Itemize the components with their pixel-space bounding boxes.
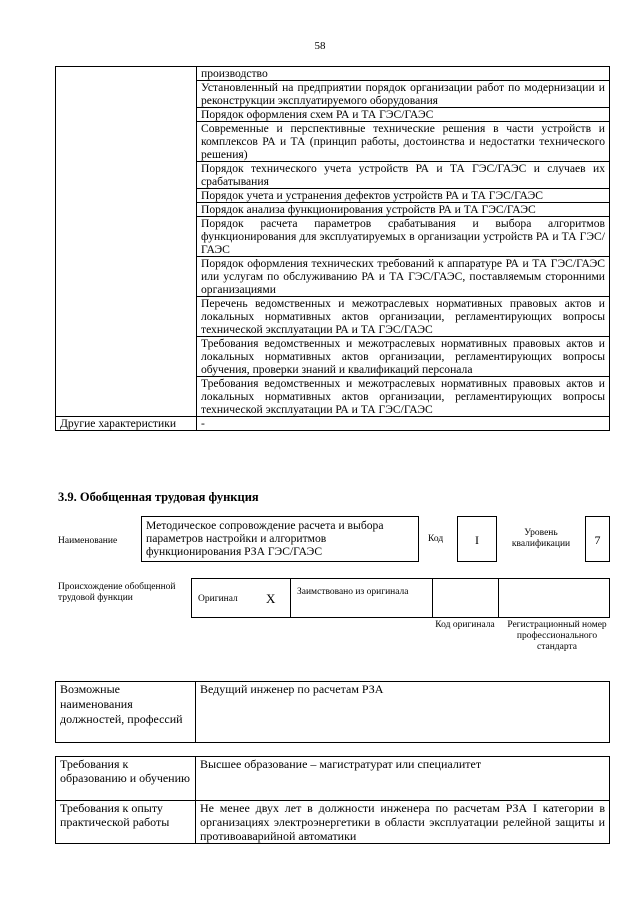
level-box: 7 — [585, 516, 610, 562]
table-row — [56, 801, 610, 844]
level-label: Уровень квалификации — [511, 528, 571, 549]
divider — [432, 579, 433, 617]
positions-value: Ведущий инженер по расчетам РЗА — [196, 682, 610, 743]
function-name-box: Методическое сопровождение расчета и выбора параметров настройки и алгоритмов функционирования РЗА ГЭС/ГАЭС — [141, 516, 419, 562]
requirements-table — [55, 756, 610, 844]
knowledge-item: Порядок учета и устранения дефектов устройств РА и ТА ГЭС/ГАЭС — [197, 189, 610, 203]
table-row — [56, 682, 610, 743]
table-row — [56, 417, 610, 431]
education-value: Высшее образование – магистратурат или специалитет — [196, 757, 610, 801]
positions-label: Возможные наименования должностей, профессий — [56, 682, 196, 743]
knowledge-item: Порядок анализа функционирования устройств РА и ТА ГЭС/ГАЭС — [197, 203, 610, 217]
code-box: I — [457, 516, 497, 562]
divider — [290, 579, 291, 617]
experience-label: Требования к опыту практической работы — [56, 801, 196, 844]
table-row — [56, 757, 610, 801]
code-label: Код — [428, 534, 444, 544]
page-number: 58 — [314, 40, 326, 52]
origin-box — [191, 578, 610, 618]
table-row — [56, 67, 610, 81]
origin-label: Происхождение обобщенной трудовой функции — [58, 582, 176, 603]
other-characteristics-label: Другие характеристики — [56, 417, 197, 431]
original-label: Оригинал — [198, 594, 238, 604]
positions-table — [55, 681, 610, 743]
divider — [498, 579, 499, 617]
name-label: Наименование — [58, 536, 118, 546]
other-characteristics-value: - — [197, 417, 610, 431]
knowledge-item: Требования ведомственных и межотраслевых нормативных правовых актов и локальных нормативных актов организации, регламентирующих вопросы обучения, проверки знаний и квалификаций персонала — [197, 337, 610, 377]
knowledge-label-cell — [56, 67, 197, 417]
reg-num-caption: Регистрационный номер профессионального стандарта — [507, 620, 607, 652]
code-orig-caption: Код оригинала — [435, 620, 495, 630]
knowledge-item: производство — [197, 67, 610, 81]
borrowed-label: Заимствовано из оригинала — [297, 587, 409, 597]
knowledge-item: Порядок оформления схем РА и ТА ГЭС/ГАЭС — [197, 108, 610, 122]
education-label: Требования к образованию и обучению — [56, 757, 196, 801]
knowledge-item: Порядок оформления технических требований к аппаратуре РА и ТА ГЭС/ГАЭС или услугам по обслуживанию РА и ТА ГЭС/ГАЭС, поставляемым сторонними организациями — [197, 257, 610, 297]
knowledge-item: Современные и перспективные технические решения в части устройств и комплексов РА и ТА (принцип работы, достоинства и недостатки технического решения) — [197, 122, 610, 162]
section-heading: 3.9. Обобщенная трудовая функция — [58, 490, 259, 504]
knowledge-item: Порядок технического учета устройств РА и ТА ГЭС/ГАЭС и случаев их срабатывания — [197, 162, 610, 189]
original-mark: X — [266, 591, 276, 606]
knowledge-item: Перечень ведомственных и межотраслевых нормативных правовых актов и локальных нормативных актов организации, регламентирующих вопросы технической эксплуатации РА и ТА ГЭС/ГАЭС — [197, 297, 610, 337]
knowledge-item: Требования ведомственных и межотраслевых нормативных правовых актов и локальных нормативных актов организации, регламентирующих вопросы технической эксплуатации РА и ТА ГЭС/ГАЭС — [197, 377, 610, 417]
knowledge-item: Порядок расчета параметров срабатывания и выбора алгоритмов функционирования для эксплуатируемых в организации устройств РА и ТА ГЭС/ГАЭС — [197, 217, 610, 257]
knowledge-table — [55, 66, 610, 431]
experience-value: Не менее двух лет в должности инженера по расчетам РЗА I категории в организациях электроэнергетики в области эксплуатации релейной защиты и противоаварийной автоматики — [196, 801, 610, 844]
knowledge-item: Установленный на предприятии порядок организации работ по модернизации и реконструкции эксплуатируемого оборудования — [197, 81, 610, 108]
